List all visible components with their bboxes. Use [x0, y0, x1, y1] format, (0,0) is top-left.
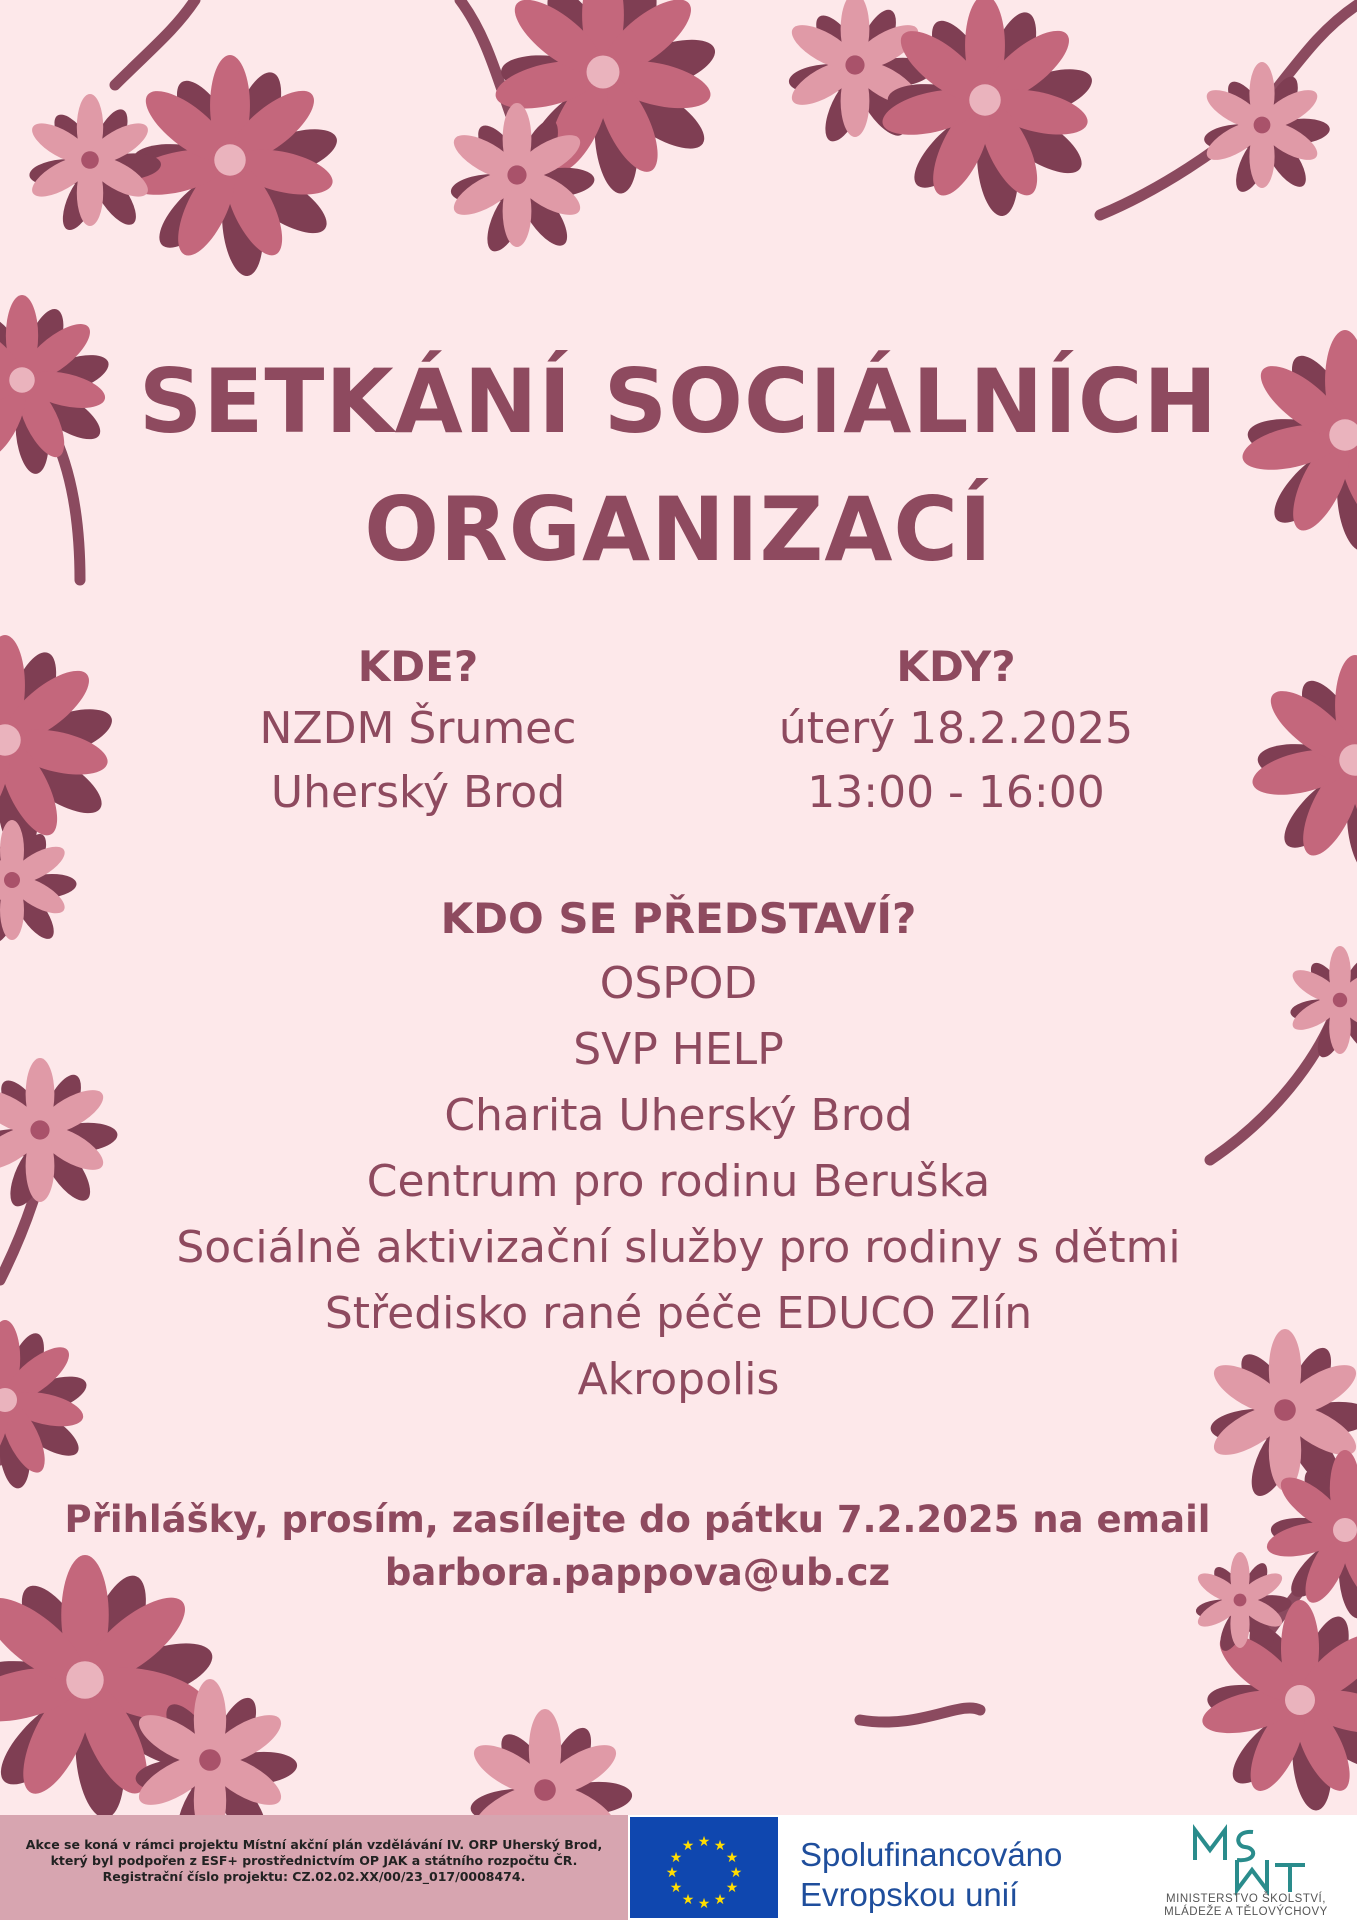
presenter-item: Centrum pro rodinu Beruška — [366, 1156, 991, 1207]
title-line-2: ORGANIZACÍ — [364, 478, 993, 581]
project-note-line: který byl podpořen z ESF+ prostřednictvím OP JAK a státního rozpočtu ČR. — [50, 1853, 578, 1868]
svg-text:★: ★ — [681, 1838, 695, 1854]
presenter-item: SVP HELP — [573, 1024, 784, 1075]
svg-text:★: ★ — [725, 1850, 739, 1866]
where-place: NZDM Šrumec — [259, 703, 577, 754]
registration-text: Přihlášky, prosím, zasílejte do pátku 7.2.2025 na email — [64, 1498, 1211, 1541]
svg-text:★: ★ — [697, 1834, 711, 1850]
when-heading: KDY? — [896, 642, 1016, 691]
svg-text:★: ★ — [681, 1892, 695, 1908]
when-time: 13:00 - 16:00 — [807, 767, 1105, 818]
svg-text:★: ★ — [665, 1865, 679, 1881]
footer — [0, 1815, 1357, 1920]
presenters-list — [0, 951, 1357, 1413]
svg-text:★: ★ — [697, 1896, 711, 1912]
eu-label-line-1: Spolufinancováno — [800, 1836, 1063, 1873]
svg-text:★: ★ — [729, 1865, 743, 1881]
ministry-name — [1135, 1893, 1357, 1919]
presenter-item: Akropolis — [577, 1354, 780, 1405]
eu-label-line-2: Evropskou unií — [800, 1876, 1019, 1913]
project-note-line: Registrační číslo projektu: CZ.02.02.XX/00/23_017/0008474. — [102, 1869, 526, 1884]
presenters-heading: KDO SE PŘEDSTAVÍ? — [440, 894, 917, 943]
presenter-item: Středisko rané péče EDUCO Zlín — [324, 1288, 1033, 1339]
project-note — [8, 1837, 620, 1885]
ministry-line-1: MINISTERSTVO ŠKOLSTVÍ, — [1166, 1893, 1326, 1905]
where-town: Uherský Brod — [270, 767, 566, 818]
where-block — [138, 637, 698, 825]
presenter-item: Sociálně aktivizační služby pro rodiny s dětmi — [176, 1222, 1181, 1273]
title-line-1: SETKÁNÍ SOCIÁLNÍCH — [138, 350, 1219, 453]
presenter-item: Charita Uherský Brod — [444, 1090, 913, 1141]
svg-text:★: ★ — [713, 1838, 727, 1854]
when-block — [676, 637, 1236, 825]
project-note-box — [0, 1815, 628, 1920]
eu-cofinanced-label — [800, 1835, 1062, 1915]
when-date: úterý 18.2.2025 — [778, 703, 1134, 754]
presenter-item: OSPOD — [599, 958, 758, 1009]
svg-text:★: ★ — [669, 1880, 683, 1896]
svg-text:★: ★ — [713, 1892, 727, 1908]
ministry-line-2: MLÁDEŽE A TĚLOVÝCHOVY — [1164, 1906, 1328, 1918]
registration-email: barbora.pappova@ub.cz — [384, 1551, 891, 1594]
where-heading: KDE? — [357, 642, 479, 691]
svg-text:★: ★ — [725, 1880, 739, 1896]
svg-text:★: ★ — [669, 1850, 683, 1866]
project-note-line: Akce se koná v rámci projektu Místní akční plán vzdělávání IV. ORP Uherský Brod, — [25, 1837, 603, 1852]
eu-flag-icon — [630, 1817, 778, 1918]
